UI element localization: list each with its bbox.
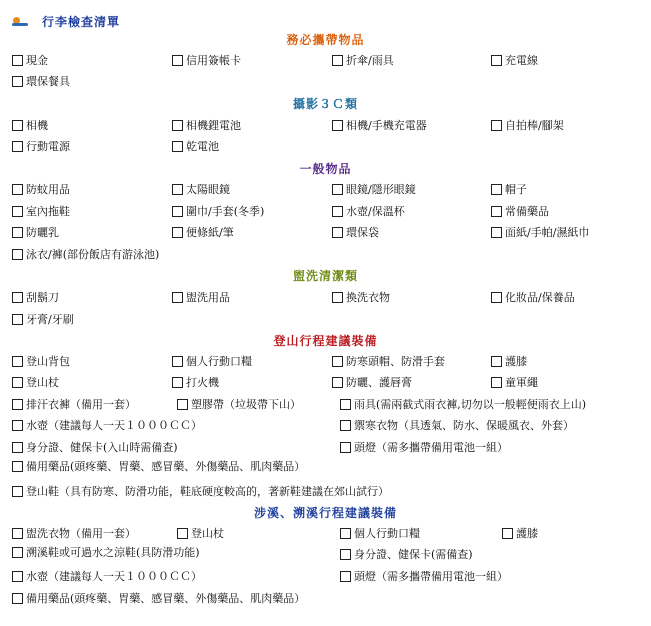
section-title: 盥洗清潔類 — [292, 269, 358, 283]
checkbox[interactable] — [12, 55, 23, 66]
checklist-item[interactable] — [491, 224, 589, 240]
checklist-item[interactable] — [172, 181, 230, 197]
checkbox[interactable] — [12, 528, 23, 539]
checkbox[interactable] — [172, 184, 183, 195]
checklist-item-label: 室內拖鞋 — [26, 205, 70, 218]
checklist-item-label: 護膝 — [516, 527, 538, 540]
checklist-item-label: 防曬、護唇膏 — [346, 376, 412, 389]
checkbox[interactable] — [12, 442, 23, 453]
checklist-item-label: 水壺/保溫杯 — [346, 205, 405, 218]
checklist-item[interactable] — [340, 525, 420, 541]
checklist-item[interactable] — [491, 117, 564, 133]
checkbox[interactable] — [12, 420, 23, 431]
checklist-item[interactable] — [172, 138, 219, 154]
checklist-item-label: 牙膏/牙刷 — [26, 313, 74, 326]
checklist-item-label: 溯溪鞋或可過水之涼鞋(具防滑功能) — [26, 546, 200, 559]
header — [12, 12, 120, 30]
checklist-item[interactable] — [12, 311, 74, 327]
section-title: 登山行程建議裝備 — [273, 334, 378, 348]
checklist-item-label: 相機鋰電池 — [186, 119, 241, 132]
checklist-item-label: 面紙/手帕/濕紙巾 — [505, 226, 590, 239]
checklist-item-label: 個人行動口糧 — [186, 355, 252, 368]
checklist-item[interactable] — [340, 439, 508, 455]
checklist-item-label: 童軍繩 — [505, 376, 538, 389]
checklist-item-label: 塑膠帶（垃圾帶下山） — [191, 398, 301, 411]
checkbox[interactable] — [12, 206, 23, 217]
checklist-item[interactable] — [12, 289, 59, 305]
section-title: 攝影３Ｃ類 — [292, 97, 358, 111]
checklist-item[interactable] — [340, 568, 508, 584]
checklist-item[interactable] — [172, 52, 241, 68]
checklist-item[interactable] — [502, 525, 538, 541]
checkbox[interactable] — [332, 356, 343, 367]
checkbox[interactable] — [332, 120, 343, 131]
checklist-item-label: 環保袋 — [346, 226, 379, 239]
checkbox[interactable] — [491, 377, 502, 388]
checklist-item[interactable] — [12, 203, 70, 219]
checkbox[interactable] — [12, 249, 23, 260]
checklist-item-label: 盥洗衣物（備用一套） — [26, 527, 136, 540]
checkbox[interactable] — [491, 206, 502, 217]
checkbox[interactable] — [12, 314, 23, 325]
checkbox[interactable] — [332, 227, 343, 238]
checkbox[interactable] — [491, 55, 502, 66]
checklist-item[interactable] — [491, 374, 538, 390]
section-title: 務必攜帶物品 — [286, 33, 365, 47]
checklist-item-label: 折傘/雨具 — [346, 54, 394, 67]
checkbox[interactable] — [172, 227, 183, 238]
checklist-item-label: 頭燈（需多攜帶備用電池一組） — [354, 570, 508, 583]
checkbox[interactable] — [332, 377, 343, 388]
checklist-item[interactable] — [332, 117, 427, 133]
checklist-item[interactable] — [340, 546, 473, 562]
checklist-item-label: 充電線 — [505, 54, 538, 67]
checklist-item[interactable] — [12, 181, 70, 197]
checklist-item-label: 信用簽帳卡 — [186, 54, 241, 67]
checklist-item[interactable] — [332, 203, 405, 219]
checkbox[interactable] — [172, 206, 183, 217]
checkbox[interactable] — [12, 120, 23, 131]
checklist-item-label: 登山鞋（具有防寒、防滑功能，鞋底硬度較高的，著新鞋建議在郊山試行） — [26, 485, 389, 498]
checkbox[interactable] — [172, 377, 183, 388]
checkbox[interactable] — [12, 461, 23, 472]
checkbox[interactable] — [12, 399, 23, 410]
checkbox[interactable] — [172, 141, 183, 152]
checklist-item-label: 頭燈（需多攜帶備用電池一組） — [354, 441, 508, 454]
checkbox[interactable] — [12, 227, 23, 238]
checklist-item-label: 行動電源 — [26, 140, 70, 153]
checkbox[interactable] — [491, 227, 502, 238]
checklist-item[interactable] — [12, 117, 48, 133]
checkbox[interactable] — [12, 486, 23, 497]
checklist-item[interactable] — [491, 181, 527, 197]
checklist-item-label: 禦寒衣物（具透氣、防水、保暖風衣、外套） — [354, 419, 574, 432]
checkbox[interactable] — [340, 571, 351, 582]
checklist-item[interactable] — [12, 138, 70, 154]
checkbox[interactable] — [172, 55, 183, 66]
checklist-item-label: 帽子 — [505, 183, 527, 196]
checklist-item[interactable] — [12, 396, 136, 412]
checklist-item-label: 水壺（建議每人一天１０００ＣＣ） — [26, 570, 202, 583]
checkbox[interactable] — [332, 55, 343, 66]
checklist-item[interactable] — [332, 374, 412, 390]
checklist-item-label: 常備藥品 — [505, 205, 549, 218]
checkbox[interactable] — [332, 184, 343, 195]
checklist-item-label: 化妝品/保養品 — [505, 291, 575, 304]
checklist-item[interactable] — [332, 52, 394, 68]
checkbox[interactable] — [177, 399, 188, 410]
travel-logo-icon — [12, 16, 28, 26]
checklist-item[interactable] — [172, 224, 234, 240]
checkbox[interactable] — [340, 528, 351, 539]
checklist-item[interactable] — [12, 246, 159, 262]
checklist-item-label: 防蚊用品 — [26, 183, 70, 196]
checklist-item[interactable] — [332, 224, 379, 240]
checklist-item[interactable] — [12, 224, 59, 240]
checklist-item[interactable] — [172, 117, 241, 133]
checklist-item[interactable] — [491, 353, 527, 369]
checkbox[interactable] — [177, 528, 188, 539]
checklist-item[interactable] — [12, 353, 70, 369]
checkbox[interactable] — [502, 528, 513, 539]
checklist-item-label: 刮鬍刀 — [26, 291, 59, 304]
checkbox[interactable] — [12, 547, 23, 558]
checklist-item[interactable] — [12, 590, 305, 606]
checklist-item-label: 打火機 — [186, 376, 219, 389]
checklist-item[interactable] — [172, 353, 252, 369]
checklist-item-label: 個人行動口糧 — [354, 527, 420, 540]
checkbox[interactable] — [12, 571, 23, 582]
checklist-item-label: 盥洗用品 — [186, 291, 230, 304]
checklist-item[interactable] — [332, 353, 445, 369]
checklist-item-label: 登山杖 — [26, 376, 59, 389]
checkbox[interactable] — [12, 292, 23, 303]
checklist-item[interactable] — [12, 439, 178, 455]
checklist-item-label: 身分證、健保卡(需備查) — [354, 548, 473, 561]
checklist-item-label: 防寒頭帽、防滑手套 — [346, 355, 445, 368]
checklist-item[interactable] — [12, 73, 70, 89]
checkbox[interactable] — [12, 377, 23, 388]
checklist-item-label: 排汗衣褲（備用一套） — [26, 398, 136, 411]
checklist-item[interactable] — [12, 544, 200, 560]
checkbox[interactable] — [172, 356, 183, 367]
section-title: 涉溪、溯溪行程建議裝備 — [253, 506, 397, 520]
checklist-item[interactable] — [491, 203, 549, 219]
checkbox[interactable] — [491, 184, 502, 195]
checkbox[interactable] — [332, 292, 343, 303]
checklist-item-label: 環保餐具 — [26, 75, 70, 88]
checkbox[interactable] — [491, 120, 502, 131]
checkbox[interactable] — [172, 120, 183, 131]
checklist-item[interactable] — [491, 289, 575, 305]
checklist-item-label: 便條紙/筆 — [186, 226, 234, 239]
checklist-item[interactable] — [177, 396, 301, 412]
checkbox[interactable] — [12, 593, 23, 604]
checklist-item-label: 換洗衣物 — [346, 291, 390, 304]
checklist-item[interactable] — [12, 525, 136, 541]
checkbox[interactable] — [12, 76, 23, 87]
checkbox[interactable] — [491, 356, 502, 367]
checklist-item[interactable] — [332, 181, 416, 197]
checklist-item-label: 圍巾/手套(冬季) — [186, 205, 265, 218]
checklist-item-label: 自拍棒/腳架 — [505, 119, 564, 132]
checklist-item-label: 備用藥品(頭疼藥、胃藥、感冒藥、外傷藥品、肌肉藥品） — [26, 592, 306, 605]
checklist-item-label: 護膝 — [505, 355, 527, 368]
section-title: 一般物品 — [299, 162, 352, 176]
checkbox[interactable] — [340, 549, 351, 560]
checklist-item-label: 泳衣/褲(部份飯店有游泳池) — [26, 248, 160, 261]
checklist-item[interactable] — [172, 203, 264, 219]
checkbox[interactable] — [340, 442, 351, 453]
checklist-item-label: 相機 — [26, 119, 48, 132]
checklist-item-label: 乾電池 — [186, 140, 219, 153]
checklist-item-label: 雨具(需兩截式雨衣褲,切勿以一般輕便雨衣上山) — [354, 398, 587, 411]
checklist-item[interactable] — [172, 374, 219, 390]
checklist-item[interactable] — [340, 417, 574, 433]
checklist-item[interactable] — [12, 483, 389, 499]
checklist-item-label: 登山杖 — [191, 527, 224, 540]
checklist-item-label: 身分證、健保卡(入山時需備查) — [26, 441, 178, 454]
checklist-item[interactable] — [12, 417, 202, 433]
checkbox[interactable] — [332, 206, 343, 217]
checklist-item-label: 備用藥品(頭疼藥、胃藥、感冒藥、外傷藥品、肌肉藥品） — [26, 460, 306, 473]
checklist-item[interactable] — [12, 52, 48, 68]
checklist-item-label: 現金 — [26, 54, 48, 67]
checklist-item-label: 眼鏡/隱形眼鏡 — [346, 183, 416, 196]
checkbox[interactable] — [12, 184, 23, 195]
checklist-item[interactable] — [12, 458, 305, 474]
checklist-item-label: 登山背包 — [26, 355, 70, 368]
page-title: 行李檢查清單 — [42, 14, 121, 29]
checkbox[interactable] — [172, 292, 183, 303]
checklist-item[interactable] — [177, 525, 224, 541]
checkbox[interactable] — [12, 356, 23, 367]
checklist-item-label: 水壺（建議每人一天１０００ＣＣ） — [26, 419, 202, 432]
checklist-item-label: 防曬乳 — [26, 226, 59, 239]
checklist-item-label: 相機/手機充電器 — [346, 119, 427, 132]
checklist-item[interactable] — [12, 374, 59, 390]
checklist-item[interactable] — [172, 289, 230, 305]
checkbox[interactable] — [340, 420, 351, 431]
checklist-item-label: 太陽眼鏡 — [186, 183, 230, 196]
checklist-item[interactable] — [340, 396, 586, 412]
checkbox[interactable] — [491, 292, 502, 303]
checklist-item[interactable] — [491, 52, 538, 68]
checkbox[interactable] — [340, 399, 351, 410]
checklist-item[interactable] — [332, 289, 390, 305]
checklist-item[interactable] — [12, 568, 202, 584]
checkbox[interactable] — [12, 141, 23, 152]
